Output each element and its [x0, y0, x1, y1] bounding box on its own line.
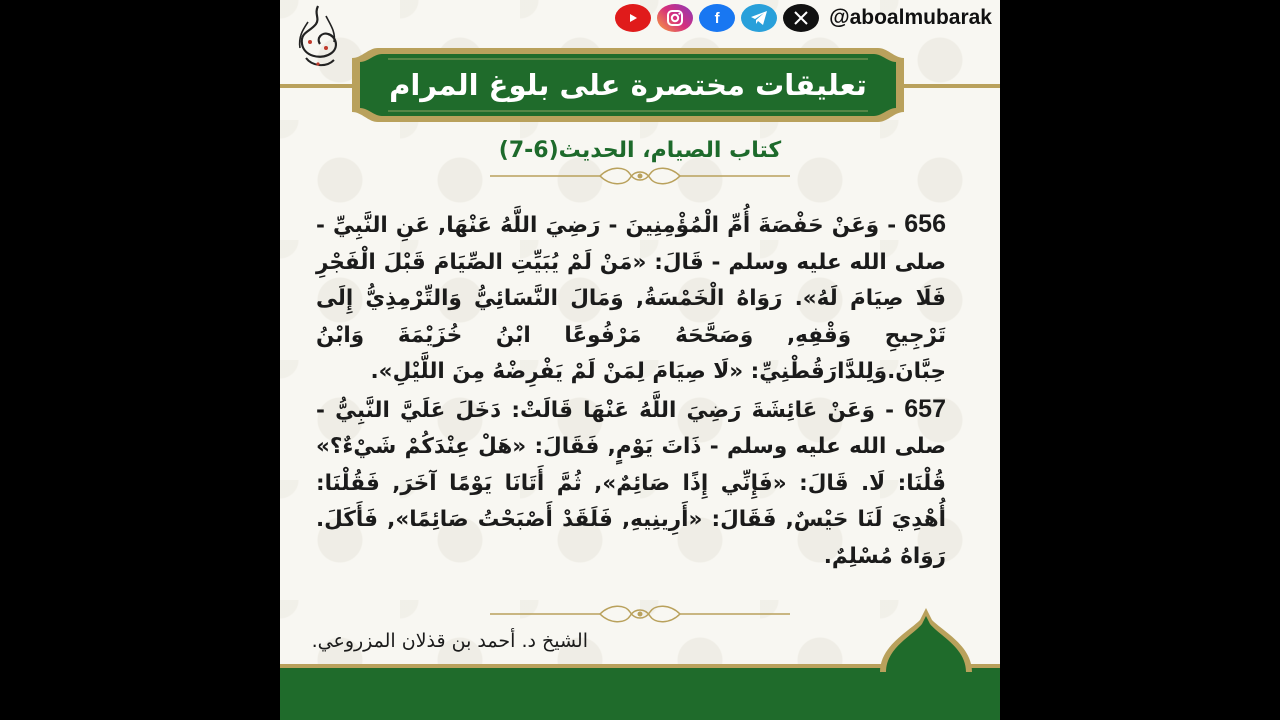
social-bar [615, 2, 992, 34]
instagram-icon[interactable] [657, 4, 693, 32]
post-card [280, 0, 1000, 720]
social-handle[interactable]: @aboalmubarak [829, 6, 992, 29]
author-credit: الشيخ د. أحمد بن قذلان المزروعي. [311, 630, 588, 652]
banner-title: تعليقات مختصرة على بلوغ المرام [389, 68, 867, 102]
facebook-icon[interactable]: f [699, 4, 735, 32]
hadith-number: 656 [904, 210, 946, 238]
hadith-text: - وَعَنْ عَائِشَةَ رَضِيَ اللَّهُ عَنْهَا قَالَتْ: دَخَلَ عَلَيَّ النَّبِيُّ - صلى الله عليه وسلم - ذَاتَ يَوْمٍ, فَقَالَ: «هَلْ عِنْدَكُمْ شَيْءٌ؟» قُلْنَا: لَا. قَالَ: «فَإِنِّي إِذًا صَائِمٌ», ثُمَّ أَتَانَا يَوْمًا آخَرَ, فَقُلْنَا: أُهْدِيَ لَنَا حَيْسٌ, فَقَالَ: «أَرِينِيهِ, فَلَقَدْ أَصْبَحْتُ صَائِمًا», فَأَكَلَ. رَوَاهُ مُسْلِمٌ. [316, 397, 946, 569]
section-subtitle: كتاب الصيام، الحديث(6-7) [498, 138, 782, 163]
youtube-icon[interactable] [615, 4, 651, 32]
telegram-icon[interactable] [741, 4, 777, 32]
hadith-656 [316, 206, 946, 391]
title-banner [348, 42, 908, 128]
hadith-number: 657 [904, 394, 946, 423]
dome-ornament [878, 606, 974, 672]
footer-band [280, 668, 1000, 720]
divider-ornament [490, 164, 790, 188]
hadith-content [316, 206, 946, 575]
divider-ornament [490, 602, 790, 626]
x-icon[interactable] [783, 4, 819, 32]
hadith-text: - وَعَنْ حَفْصَةَ أُمِّ الْمُؤْمِنِينَ - رَضِيَ اللَّهُ عَنْهَا, عَنِ النَّبِيِّ - صلى الله عليه وسلم - قَالَ: «مَنْ لَمْ يُبَيِّتِ الصِّيَامَ قَبْلَ الْفَجْرِ فَلَا صِيَامَ لَهُ». رَوَاهُ الْخَمْسَةُ, وَمَالَ النَّسَائِيُّ وَالتِّرْمِذِيُّ إِلَى تَرْجِيحِ وَقْفِهِ, وَصَحَّحَهُ مَرْفُوعًا ابْنُ خُزَيْمَةَ وَابْنُ حِبَّانَ.وَلِلدَّارَقُطْنِيِّ: «لَا صِيَامَ لِمَنْ لَمْ يَفْرِضْهُ مِنَ اللَّيْلِ». [316, 213, 946, 384]
hadith-657 [316, 391, 946, 576]
calligraphy-logo [290, 2, 346, 74]
